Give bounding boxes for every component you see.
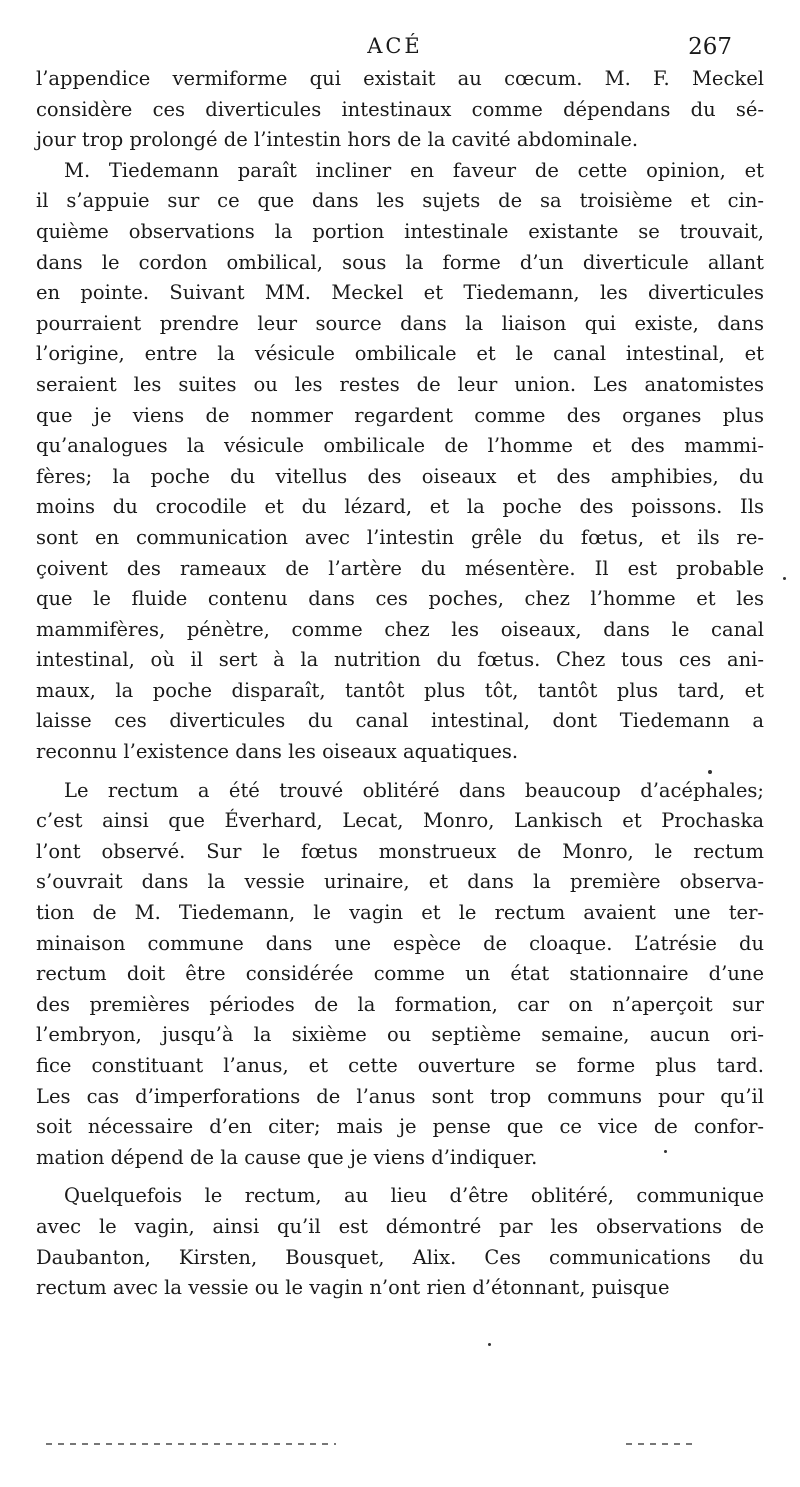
text-line: seraient les suites ou les restes de leur union. Les anatomistes bbox=[36, 372, 764, 396]
page-edge-dashes bbox=[46, 1443, 336, 1445]
text-line: fice constituant l’anus, et cette ouverture se forme plus tard. bbox=[36, 1054, 764, 1077]
speck-mark bbox=[664, 1150, 667, 1153]
text-line: intestinal, où il sert à la nutrition du fœtus. Chez tous ces ani- bbox=[36, 648, 764, 672]
running-head-title: ACÉ bbox=[367, 34, 423, 58]
text-line: sont en communication avec l’intestin grêle du fœtus, et ils re- bbox=[36, 525, 764, 549]
paragraph bbox=[36, 776, 764, 1174]
running-head bbox=[0, 34, 800, 64]
speck-mark bbox=[783, 577, 786, 580]
text-line: des premières périodes de la formation, car on n’aperçoit sur bbox=[36, 992, 764, 1016]
text-line: pourraient prendre leur source dans la liaison qui existe, dans bbox=[36, 311, 764, 335]
text-line: Daubanton, Kirsten, Bousquet, Alix. Ces communications du bbox=[36, 1245, 764, 1269]
text-line: qu’analogues la vésicule ombilicale de l’homme et des mammi- bbox=[36, 434, 764, 458]
text-line: çoivent des rameaux de l’artère du mésentère. Il est probable bbox=[36, 556, 764, 580]
speck-mark bbox=[708, 770, 712, 774]
text-line: s’ouvrait dans la vessie urinaire, et dans la première observa- bbox=[36, 870, 764, 894]
text-line: l’ont observé. Sur le fœtus monstrueux de Monro, le rectum bbox=[36, 839, 764, 863]
text-line: que je viens de nommer regardent comme des organes plus bbox=[36, 403, 764, 427]
paragraph-gap bbox=[36, 768, 764, 776]
text-line: l’embryon, jusqu’à la sixième ou septième semaine, aucun ori- bbox=[36, 1023, 764, 1047]
text-line: dans le cordon ombilical, sous la forme d’un diverticule allant bbox=[36, 250, 764, 274]
speck-mark bbox=[488, 1343, 491, 1346]
text-line: jour trop prolongé de l’intestin hors de la cavité abdominale. bbox=[36, 128, 639, 152]
text-line: laisse ces diverticules du canal intestinal, dont Tiedemann a bbox=[36, 709, 764, 733]
text-line: tion de M. Tiedemann, le vagin et le rectum avaient une ter- bbox=[36, 901, 764, 925]
text-line: moins du crocodile et du lézard, et la poche des poissons. Ils bbox=[36, 495, 764, 519]
text-line: avec le vagin, ainsi qu’il est démontré par les observations de bbox=[36, 1214, 764, 1238]
text-line: minaison commune dans une espèce de cloaque. L’atrésie du bbox=[36, 931, 764, 955]
page-number: 267 bbox=[688, 34, 732, 60]
text-line: Quelquefois le rectum, au lieu d’être oblitéré, communique bbox=[64, 1184, 764, 1208]
text-line: reconnu l’existence dans les oiseaux aquatiques. bbox=[36, 740, 519, 764]
text-line: l’appendice vermiforme qui existait au cœcum. M. F. Meckel bbox=[36, 67, 764, 90]
paragraph bbox=[36, 1181, 764, 1303]
text-line: Les cas d’imperforations de l’anus sont trop communs pour qu’il bbox=[36, 1084, 764, 1108]
paragraph-gap bbox=[36, 1173, 764, 1181]
text-line: fères; la poche du vitellus des oiseaux et des amphibies, du bbox=[36, 464, 764, 488]
text-line: rectum doit être considérée comme un état stationnaire d’une bbox=[36, 962, 764, 986]
paragraph bbox=[36, 64, 764, 156]
page-edge-dashes bbox=[626, 1443, 696, 1445]
text-line: M. Tiedemann paraît incliner en faveur de cette opinion, et bbox=[64, 158, 764, 182]
text-line: l’origine, entre la vésicule ombilicale et le canal intestinal, et bbox=[36, 342, 764, 366]
text-line: que le fluide contenu dans ces poches, chez l’homme et les bbox=[36, 587, 764, 611]
text-line: Le rectum a été trouvé oblitéré dans beaucoup d’acéphales; bbox=[64, 778, 764, 802]
text-line: maux, la poche disparaît, tantôt plus tôt, tantôt plus tard, et bbox=[36, 678, 764, 702]
text-line: rectum avec la vessie ou le vagin n’ont rien d’étonnant, puisque bbox=[36, 1276, 670, 1300]
text-line: quième observations la portion intestinale existante se trouvait, bbox=[36, 219, 764, 243]
text-line: en pointe. Suivant MM. Meckel et Tiedemann, les diverticules bbox=[36, 281, 764, 305]
text-line: il s’appuie sur ce que dans les sujets de sa troisième et cin- bbox=[36, 189, 764, 213]
text-line: considère ces diverticules intestinaux comme dépendans du sé- bbox=[36, 97, 764, 121]
text-line: soit nécessaire d’en citer; mais je pense que ce vice de confor- bbox=[36, 1115, 764, 1139]
text-line: mammifères, pénètre, comme chez les oiseaux, dans le canal bbox=[36, 617, 764, 641]
paragraph bbox=[36, 156, 764, 768]
body-text bbox=[36, 64, 764, 1304]
text-line: mation dépend de la cause que je viens d’indiquer. bbox=[36, 1145, 538, 1169]
text-line: c’est ainsi que Éverhard, Lecat, Monro, Lankisch et Prochaska bbox=[36, 809, 764, 833]
